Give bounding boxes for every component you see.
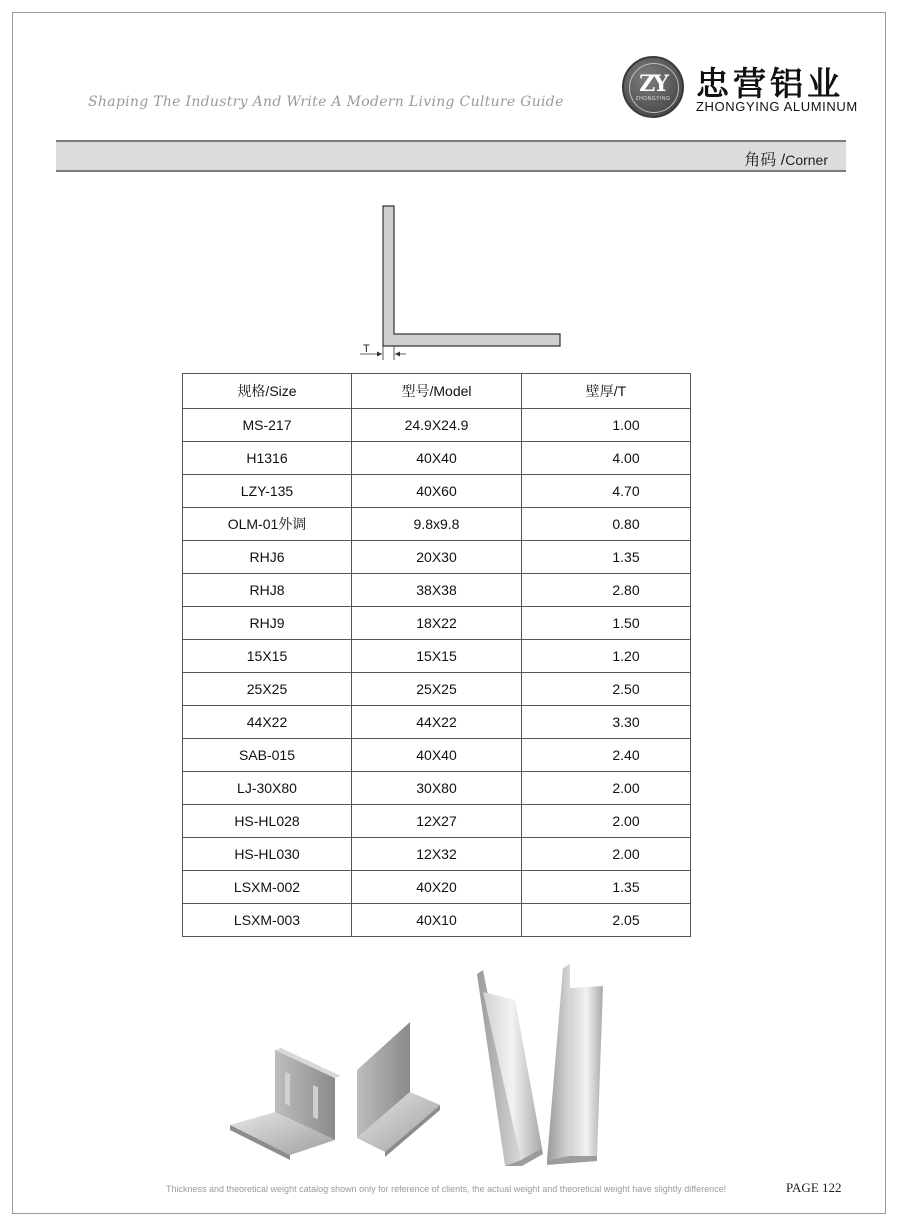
- cell-thickness-value: 1.50: [612, 615, 640, 631]
- footer-disclaimer: Thickness and theoretical weight catalog shown only for reference of clients, the actual weight and theoretical weight have slightly difference!: [166, 1184, 727, 1194]
- table-header-row: [183, 374, 691, 409]
- corner-profile-shape: [383, 206, 560, 346]
- cell-size: LSXM-003: [183, 904, 352, 937]
- section-title-bar: [56, 140, 846, 172]
- logo-small-text: ZHONGYING: [635, 96, 671, 102]
- table-row: [183, 607, 691, 640]
- header-model: 型号/Model: [352, 374, 522, 409]
- cell-model: 40X40: [352, 739, 522, 772]
- cell-thickness-value: 2.00: [612, 846, 640, 862]
- cell-size: HS-HL030: [183, 838, 352, 871]
- table-row: [183, 871, 691, 904]
- cell-thickness: [522, 607, 691, 640]
- cell-model: 40X40: [352, 442, 522, 475]
- page-number: [786, 1180, 842, 1196]
- cell-model: 12X27: [352, 805, 522, 838]
- cell-thickness-value: 1.35: [612, 879, 640, 895]
- cell-thickness-value: 1.20: [612, 648, 640, 664]
- cell-size: 25X25: [183, 673, 352, 706]
- cell-thickness: [522, 904, 691, 937]
- logo-badge-icon: [622, 56, 684, 118]
- table-row: [183, 739, 691, 772]
- corner-bracket-2-icon: [357, 1022, 440, 1157]
- table-row: [183, 508, 691, 541]
- cell-size: SAB-015: [183, 739, 352, 772]
- cell-thickness-value: 4.00: [612, 450, 640, 466]
- table-row: [183, 442, 691, 475]
- cell-size: HS-HL028: [183, 805, 352, 838]
- cell-size: MS-217: [183, 409, 352, 442]
- table-row: [183, 904, 691, 937]
- cell-thickness: [522, 442, 691, 475]
- table-row: [183, 409, 691, 442]
- table-row: [183, 673, 691, 706]
- spec-table: [182, 373, 691, 937]
- page-label: PAGE: [786, 1180, 819, 1195]
- cell-thickness: [522, 772, 691, 805]
- table-row: [183, 838, 691, 871]
- cell-size: LSXM-002: [183, 871, 352, 904]
- cell-model: 9.8x9.8: [352, 508, 522, 541]
- cell-size: RHJ8: [183, 574, 352, 607]
- table-row: [183, 541, 691, 574]
- cell-size: RHJ9: [183, 607, 352, 640]
- cell-model: 20X30: [352, 541, 522, 574]
- table-row: [183, 805, 691, 838]
- cell-thickness-value: 2.40: [612, 747, 640, 763]
- cell-thickness-value: 3.30: [612, 714, 640, 730]
- cell-size: RHJ6: [183, 541, 352, 574]
- cell-size: 44X22: [183, 706, 352, 739]
- cell-thickness: [522, 508, 691, 541]
- cell-thickness-value: 2.05: [612, 912, 640, 928]
- section-title-cn: 角码 /: [744, 152, 786, 169]
- cell-thickness-value: 1.00: [612, 417, 640, 433]
- cell-size: LJ-30X80: [183, 772, 352, 805]
- section-title-en: Corner: [785, 152, 828, 168]
- cell-thickness-value: 4.70: [612, 483, 640, 499]
- cell-thickness: [522, 574, 691, 607]
- cell-size: H1316: [183, 442, 352, 475]
- logo-monogram: ZY: [639, 71, 667, 97]
- cell-model: 40X20: [352, 871, 522, 904]
- table-row: [183, 574, 691, 607]
- cell-thickness: [522, 805, 691, 838]
- cell-size: OLM-01外调: [183, 508, 352, 541]
- cell-model: 15X15: [352, 640, 522, 673]
- dimension-arrowhead-right: [395, 352, 400, 357]
- thickness-label: T: [363, 343, 370, 355]
- cell-model: 38X38: [352, 574, 522, 607]
- section-title: [744, 147, 828, 170]
- cell-thickness: [522, 673, 691, 706]
- angle-profile-1-icon: [477, 970, 543, 1166]
- cell-thickness: [522, 838, 691, 871]
- corner-profile-diagram: [350, 200, 580, 365]
- brand-name-cn: 忠营铝业: [696, 64, 844, 103]
- table-row: [183, 706, 691, 739]
- cell-thickness: [522, 871, 691, 904]
- cell-thickness: [522, 739, 691, 772]
- product-photo: [225, 960, 625, 1175]
- dimension-arrowhead-left: [377, 352, 382, 357]
- brand-logo: [622, 56, 858, 118]
- cell-model: 30X80: [352, 772, 522, 805]
- page-number-value: 122: [822, 1180, 842, 1195]
- cell-model: 18X22: [352, 607, 522, 640]
- cell-thickness: [522, 640, 691, 673]
- cell-thickness-value: 2.50: [612, 681, 640, 697]
- cell-size: LZY-135: [183, 475, 352, 508]
- cell-model: 25X25: [352, 673, 522, 706]
- table-row: [183, 640, 691, 673]
- cell-thickness-value: 1.35: [612, 549, 640, 565]
- cell-thickness-value: 2.00: [612, 780, 640, 796]
- header-size: 规格/Size: [183, 374, 352, 409]
- cell-size: 15X15: [183, 640, 352, 673]
- cell-model: 24.9X24.9: [352, 409, 522, 442]
- cell-thickness: [522, 409, 691, 442]
- cell-model: 12X32: [352, 838, 522, 871]
- cell-thickness-value: 0.80: [612, 516, 640, 532]
- cell-model: 44X22: [352, 706, 522, 739]
- cell-thickness-value: 2.00: [612, 813, 640, 829]
- cell-thickness: [522, 541, 691, 574]
- cell-model: 40X60: [352, 475, 522, 508]
- header-thickness: 壁厚/T: [522, 374, 691, 409]
- cell-thickness-value: 2.80: [612, 582, 640, 598]
- table-row: [183, 772, 691, 805]
- table-row: [183, 475, 691, 508]
- cell-thickness: [522, 475, 691, 508]
- angle-profile-2-icon: [547, 964, 603, 1165]
- cell-model: 40X10: [352, 904, 522, 937]
- cell-thickness: [522, 706, 691, 739]
- corner-bracket-1-icon: [230, 1048, 341, 1160]
- header-slogan: Shaping The Industry And Write A Modern Living Culture Guide: [88, 94, 564, 110]
- brand-name-en: ZHONGYING ALUMINUM: [696, 99, 858, 114]
